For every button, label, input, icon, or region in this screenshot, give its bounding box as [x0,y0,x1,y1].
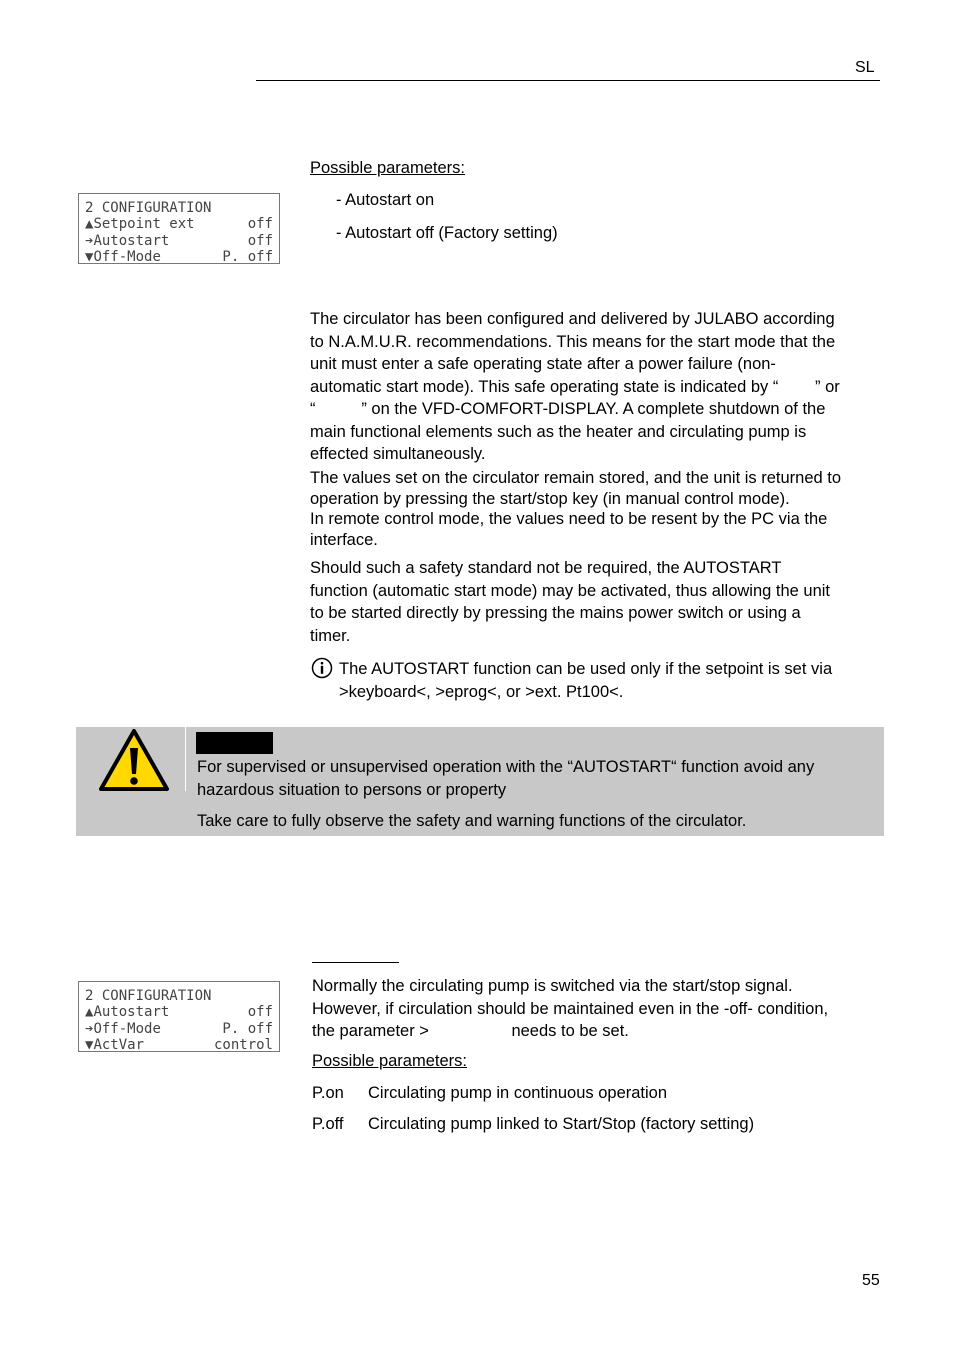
body-paragraph-pump [312,975,902,1043]
lcd-row [85,233,273,249]
lcd-title-row [85,200,273,216]
text-line: the parameter > needs to be set. [312,1022,629,1040]
lcd-row-label: Setpoint ext [93,216,195,233]
arrow-up-icon: ▲ [85,216,94,233]
text-line: to N.A.M.U.R. recommendations. This means for the start mode that the [310,332,836,351]
header-section-code: SL [855,59,875,76]
param-code: P.off [312,1115,344,1133]
text-line: The circulator has been configured and delivered by JULABO according [310,310,835,328]
text-line: In remote control mode, the values need to be resent by the PC via the [310,510,828,528]
text-line: However, if circulation should be maintained even in the -off- condition, [312,999,829,1018]
warning-text [197,756,877,801]
lcd-row-value: P. off [222,1020,273,1037]
arrow-right-icon: ➔ [85,1020,94,1037]
option-item: - Autostart off (Factory setting) [336,224,558,242]
lcd-row-label: Off-Mode [93,248,161,265]
possible-parameters-label-2: Possible parameters: [312,1052,467,1070]
text-line: “ ” on the VFD-COMFORT-DISPLAY. A complete shutdown of the [310,400,826,418]
text-line: operation by pressing the start/stop key (in manual control mode). [310,489,790,508]
lcd-row [85,249,273,265]
lcd-title: 2 CONFIGURATION [85,200,212,216]
possible-parameters-label: Possible parameters: [310,159,465,177]
lcd-row-value: control [213,1036,273,1053]
text-line: to be started directly by pressing the mains power switch or using a [310,604,801,622]
lcd-display-autostart [78,193,280,264]
text-line: For supervised or unsupervised operation with the “AUTOSTART“ function avoid any [197,758,815,776]
lcd-display-off-mode [78,981,280,1052]
text-line: hazardous situation to persons or property [197,780,507,799]
warning-text-2: Take care to fully observe the safety and warning functions of the circulator. [197,812,747,830]
warning-divider [185,727,186,791]
lcd-title-row [85,988,273,1004]
lcd-row [85,1021,273,1037]
arrow-down-icon: ▼ [85,1036,94,1053]
text-line: interface. [310,530,378,549]
body-paragraph-2 [310,468,900,550]
lcd-row [85,216,273,232]
lcd-row-label: ActVar [93,1036,145,1053]
lcd-row-value: off [247,1004,273,1021]
text-line: Should such a safety standard not be required, the AUTOSTART [310,559,782,577]
text-line: effected simultaneously. [310,445,486,463]
lcd-title: 2 CONFIGURATION [85,988,212,1004]
lcd-row-value: off [247,232,273,249]
text-line: The AUTOSTART function can be used only if the setpoint is set via [339,660,833,678]
text-line: automatic start mode). This safe operating state is indicated by “ ” or [310,377,840,396]
param-desc: Circulating pump linked to Start/Stop (factory setting) [368,1115,755,1133]
text-line: main functional elements such as the heater and circulating pump is [310,422,807,441]
text-line: Normally the circulating pump is switched via the start/stop signal. [312,977,793,995]
body-paragraph-1 [310,308,900,466]
header-rule [256,80,880,81]
option-item: - Autostart on [336,191,435,209]
lcd-row-value: off [247,216,273,233]
lcd-row-label: Autostart [93,1004,170,1021]
param-desc: Circulating pump in continuous operation [368,1084,668,1102]
param-code: P.on [312,1084,344,1102]
text-line: >keyboard<, >eprog<, or >ext. Pt100<. [339,682,624,701]
lcd-row-label: Off-Mode [93,1020,161,1037]
info-icon [311,657,333,679]
lcd-row-value: P. off [222,248,273,265]
arrow-right-icon: ➔ [85,232,94,249]
text-line: unit must enter a safe operating state after a power failure (non- [310,355,776,373]
info-note [339,658,899,703]
param-row [312,1115,754,1134]
warning-triangle-icon [98,728,170,792]
param-row [312,1084,667,1103]
lcd-row-label: Autostart [93,232,170,249]
text-line: The values set on the circulator remain stored, and the unit is returned to [310,469,842,487]
lcd-row [85,1037,273,1053]
body-paragraph-3 [310,557,900,647]
arrow-down-icon: ▼ [85,248,94,265]
text-line: function (automatic start mode) may be activated, thus allowing the unit [310,581,831,600]
text-line: timer. [310,626,351,645]
warning-title-redacted [196,732,273,754]
page-number: 55 [862,1272,880,1289]
section-heading-rule [312,962,399,963]
lcd-row [85,1004,273,1020]
arrow-up-icon: ▲ [85,1004,94,1021]
